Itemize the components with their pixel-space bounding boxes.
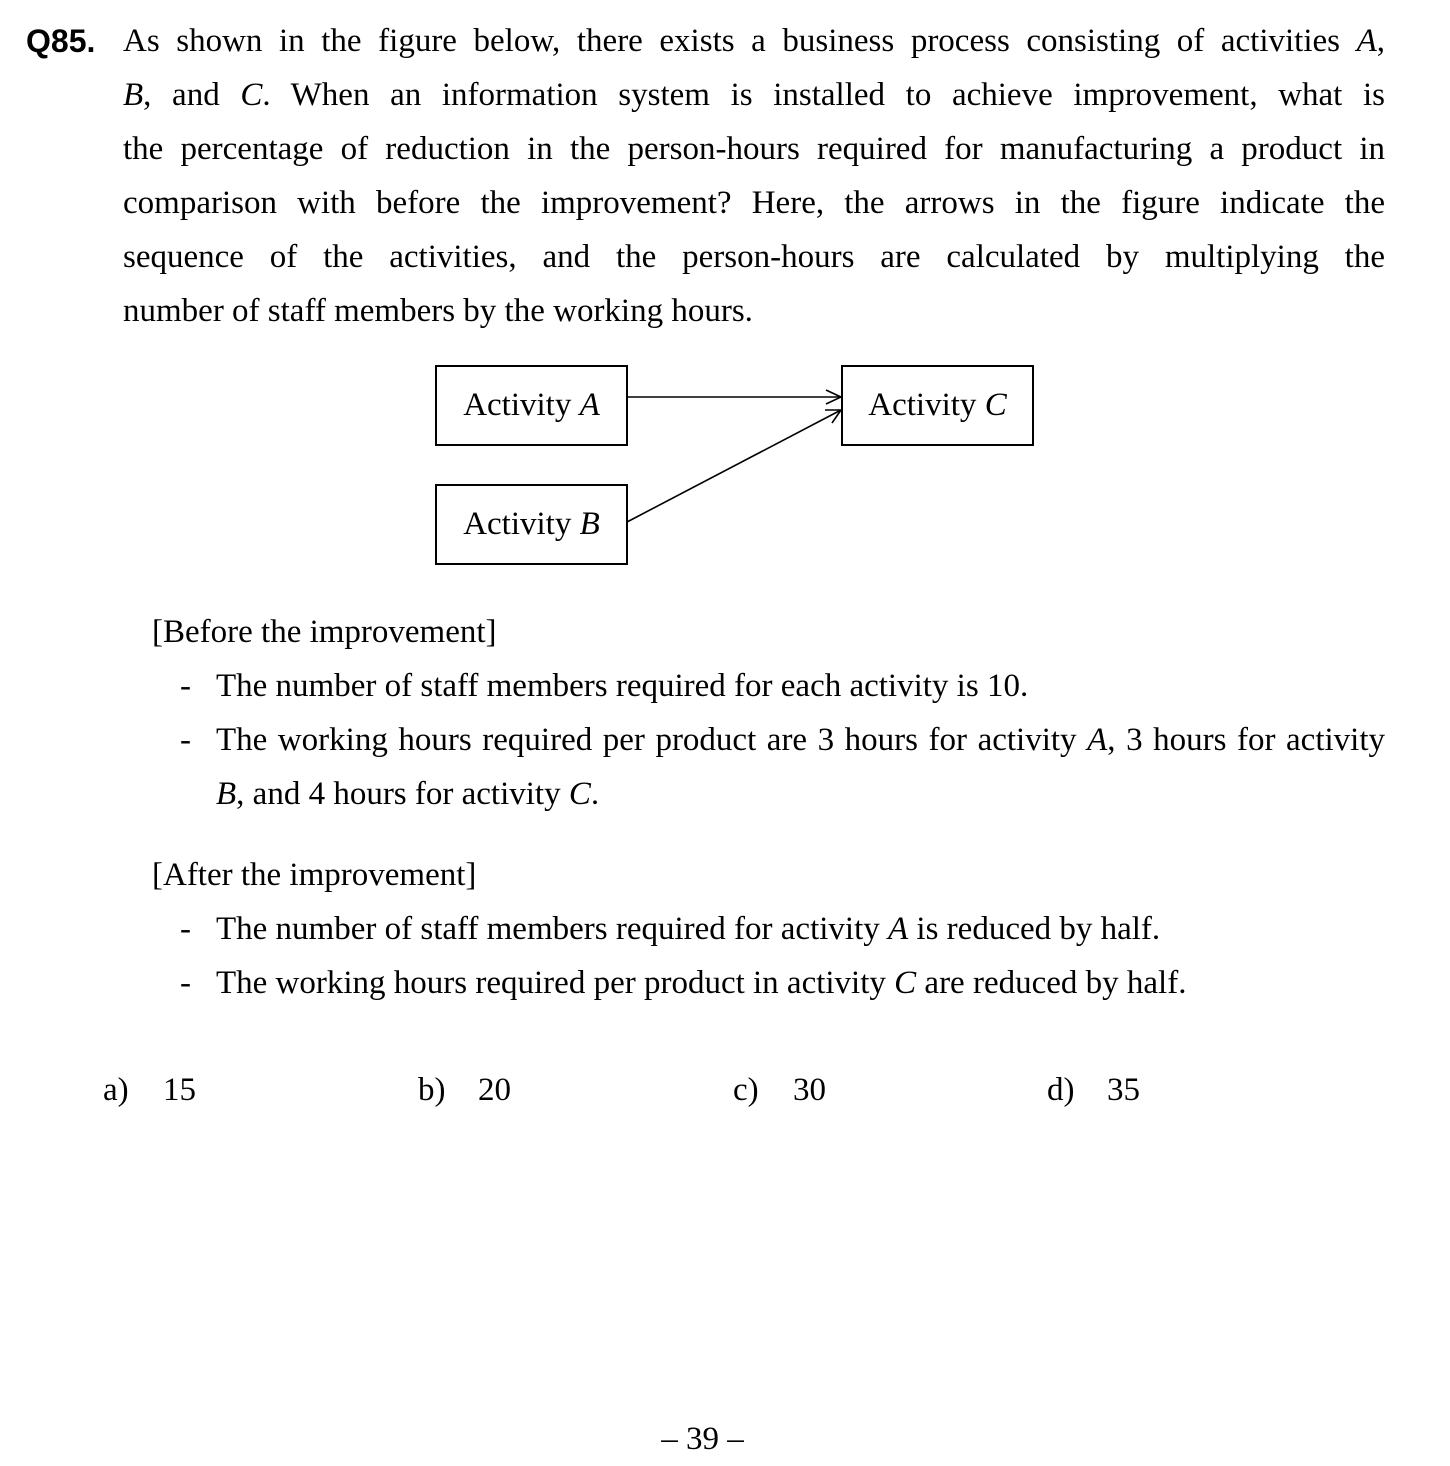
after-bullet-1: The number of staff members required for activity A is reduced by half. bbox=[216, 911, 1161, 947]
question-line-6: number of staff members by the working hours. bbox=[123, 293, 753, 329]
question-number: Q85. bbox=[26, 23, 96, 59]
before-bullet-2: The working hours required per product are 3 hours for activity A, 3 hours for activity B, and 4 hours for activity C. bbox=[216, 722, 1386, 812]
before-title: [Before the improvement] bbox=[152, 614, 497, 650]
page-number: – 39 – bbox=[661, 1421, 744, 1457]
question-text bbox=[123, 14, 1385, 338]
question-line-3: the percentage of reduction in the person-hours required for manufacturing a product in bbox=[123, 131, 1385, 167]
before-bullet-1-mark: - bbox=[180, 668, 191, 704]
after-title: [After the improvement] bbox=[152, 857, 477, 893]
question-line-4: comparison with before the improvement? Here, the arrows in the figure indicate the bbox=[123, 185, 1385, 221]
before-bullet-1: The number of staff members required for each activity is 10. bbox=[216, 668, 1029, 704]
choice-b[interactable]: b) 20 bbox=[418, 1072, 511, 1108]
choice-d[interactable]: d) 35 bbox=[1047, 1072, 1140, 1108]
question-line-5: sequence of the activities, and the person-hours are calculated by multiplying the bbox=[123, 239, 1385, 275]
arrow-b-to-c bbox=[627, 410, 841, 522]
activity-a-box: Activity A bbox=[435, 365, 628, 446]
activity-b-box: Activity B bbox=[435, 484, 628, 565]
activity-c-box: Activity C bbox=[841, 365, 1034, 446]
after-bullet-2: The working hours required per product in activity C are reduced by half. bbox=[216, 965, 1187, 1001]
choice-c[interactable]: c) 30 bbox=[733, 1072, 826, 1108]
after-bullet-1-mark: - bbox=[180, 911, 191, 947]
before-bullet-2-mark: - bbox=[180, 722, 191, 758]
choice-a[interactable]: a) 15 bbox=[103, 1072, 196, 1108]
arrow-a-to-c bbox=[627, 390, 841, 404]
question-line-2: B, and C. When an information system is installed to achieve improvement, what is bbox=[123, 77, 1385, 113]
question-line-1: As shown in the figure below, there exists a business process consisting of activities A, bbox=[123, 23, 1385, 59]
after-bullet-2-mark: - bbox=[180, 965, 191, 1001]
